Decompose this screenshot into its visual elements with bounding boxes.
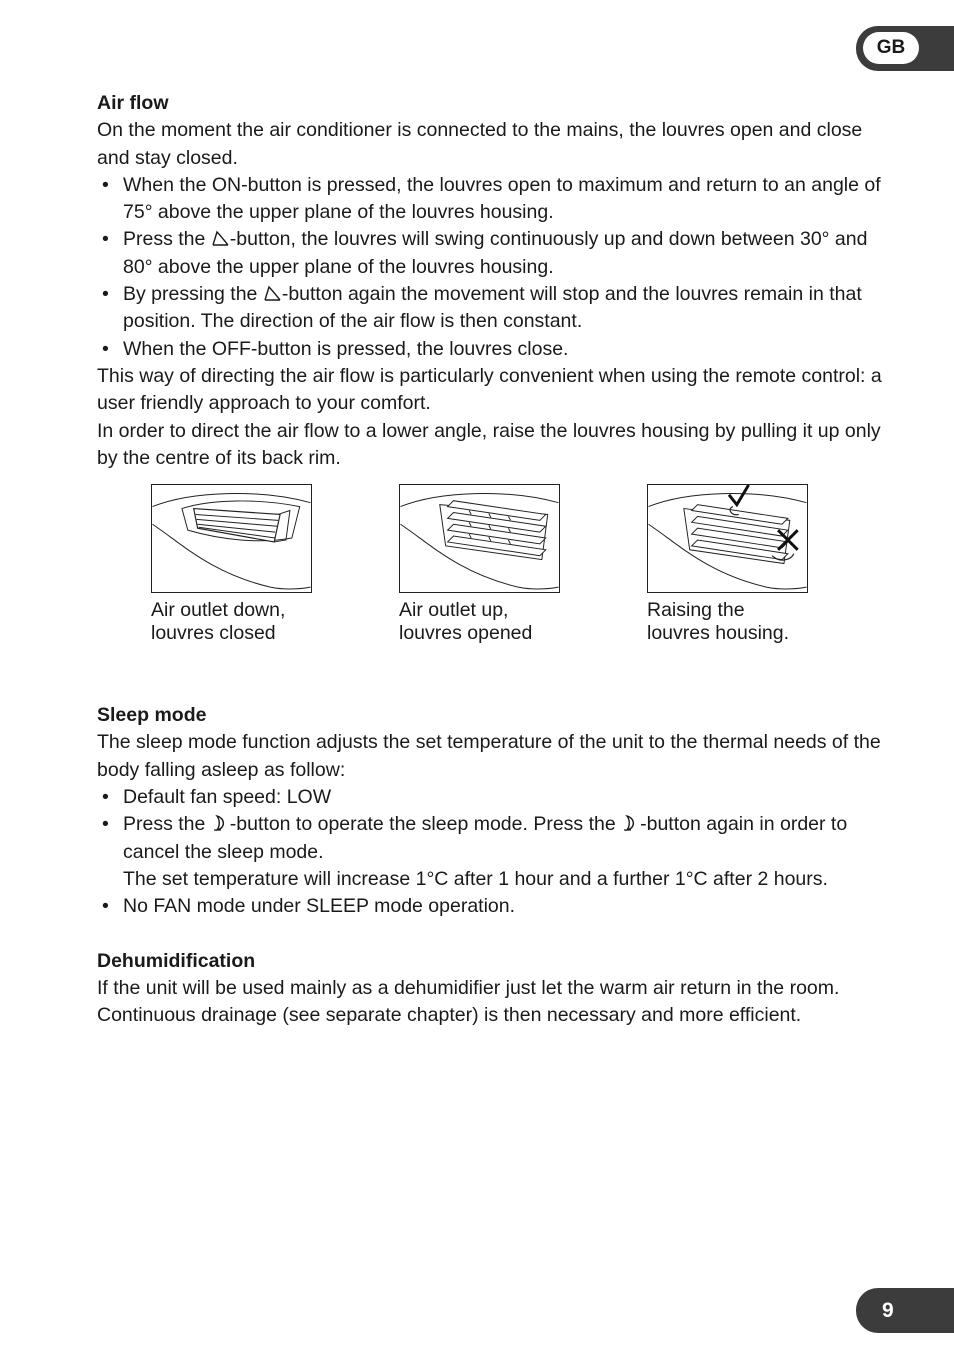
sleep-intro: The sleep mode function adjusts the set temperature of the unit to the thermal needs of the body falling asleep as follow:	[97, 731, 881, 781]
sleep-moon-icon	[621, 814, 640, 832]
figure-louvres-closed	[151, 484, 351, 645]
checkmark-icon	[729, 485, 749, 505]
bullet-text: -button again in order to cancel the sleep mode.	[123, 813, 848, 863]
sleep-bullet-fan-speed: • Default fan speed: LOW	[97, 784, 897, 811]
spacer	[97, 921, 897, 948]
bullet-text: -button, the louvres will swing continuously up and down between 30° and 80° above the upper plane of the louvres housing.	[123, 228, 868, 278]
swing-icon	[263, 284, 282, 302]
sleep-bullet-list	[97, 784, 897, 866]
caption-line: Air outlet down,	[151, 599, 286, 622]
caption-raising-housing	[647, 599, 847, 645]
page-number: 9	[882, 1299, 894, 1322]
sleep-moon-icon	[211, 814, 230, 832]
louvre-figures	[97, 484, 897, 676]
airflow-heading: Air flow	[97, 92, 169, 114]
illustration-louvres-opened	[399, 484, 560, 593]
airflow-bullet-off-button: • When the OFF-button is pressed, the louvres close.	[97, 336, 897, 363]
sleep-heading: Sleep mode	[97, 704, 207, 727]
bullet-text: -button to operate the sleep mode. Press the	[229, 813, 622, 836]
caption-louvres-closed	[151, 599, 351, 645]
language-tab	[856, 26, 954, 71]
swing-icon	[211, 229, 230, 247]
dehumidification-heading: Dehumidification	[97, 949, 256, 972]
sleep-bullet-no-fan: • No FAN mode under SLEEP mode operation.	[97, 893, 897, 920]
caption-line: louvres closed	[151, 622, 276, 645]
figure-raising-housing	[647, 484, 847, 645]
caption-line: louvres housing.	[647, 622, 790, 645]
caption-line: Air outlet up,	[399, 599, 509, 622]
airflow-para-lower-angle: In order to direct the air flow to a lower angle, raise the louvres housing by pulling it up only by the centre of its back rim.	[97, 419, 881, 469]
caption-line: Raising the	[647, 599, 745, 622]
sleep-temperature-note: The set temperature will increase 1°C after 1 hour and a further 1°C after 2 hours.	[123, 867, 828, 890]
illustration-raising-housing	[647, 484, 808, 593]
bullet-text: Press the	[123, 813, 211, 836]
caption-line: louvres opened	[399, 622, 533, 645]
dehumidification-body: If the unit will be used mainly as a dehumidifier just let the warm air return in the room. Continuous drainage (see separate chapter) is then necessary and more efficient.	[97, 976, 840, 1027]
airflow-intro: On the moment the air conditioner is connected to the mains, the louvres open and close and stay closed.	[97, 119, 863, 169]
illustration-louvres-closed	[151, 484, 312, 593]
airflow-para-remote: This way of directing the air flow is particularly convenient when using the remote control: a user friendly approach to your comfort.	[97, 364, 882, 415]
sleep-bullet-operate	[97, 811, 897, 866]
sleep-bullet-list-2	[97, 893, 897, 920]
language-label: GB	[863, 32, 919, 64]
airflow-bullet-swing	[97, 226, 897, 281]
manual-page-content	[97, 90, 897, 1029]
page-number-tab	[856, 1288, 954, 1333]
bullet-text: By pressing the	[123, 283, 263, 306]
bullet-text: -button again the movement will stop and the louvres remain in that position. The direction of the air flow is then constant.	[123, 283, 862, 333]
bullet-text: Press the	[123, 228, 211, 251]
caption-louvres-opened	[399, 599, 599, 645]
figure-louvres-opened	[399, 484, 599, 645]
airflow-bullet-list	[97, 172, 897, 363]
airflow-bullet-stop	[97, 281, 897, 336]
airflow-bullet-on-button: • When the ON-button is pressed, the louvres open to maximum and return to an angle of 75° above the upper plane of the louvres housing.	[97, 172, 897, 227]
